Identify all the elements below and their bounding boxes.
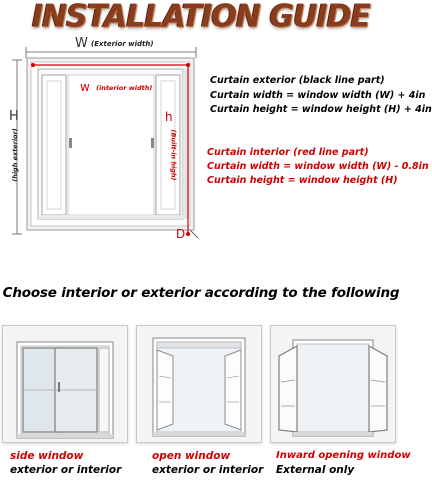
open-window-name: open window: [152, 450, 231, 462]
inward-window-card: [270, 325, 396, 443]
choose-instructions: Choose interior or exterior according to the following: [2, 285, 400, 301]
side-window-option: exterior or interior: [10, 464, 122, 476]
page-title: INSTALLATION GUIDE: [31, 0, 371, 35]
inward-window-illustration: [271, 326, 395, 442]
window-measurement-diagram: [0, 34, 402, 254]
exterior-width-letter: W: [75, 36, 88, 51]
interior-width-letter: w: [80, 80, 90, 94]
interior-width-label: (interior width): [96, 84, 153, 92]
exterior-heading: Curtain exterior (black line part): [210, 75, 385, 86]
side-window-illustration: [3, 326, 127, 442]
interior-height-letter: h: [165, 110, 173, 124]
side-window-name: side window: [10, 450, 84, 462]
exterior-width-rule: Curtain width = window width (W) + 4in: [210, 90, 426, 101]
side-window-card: [2, 325, 128, 443]
exterior-height-letter: H: [9, 109, 19, 124]
inward-window-option: External only: [276, 464, 355, 476]
depth-letter: D: [176, 227, 186, 241]
interior-height-label: (Built-in high): [169, 129, 178, 181]
interior-height-rule: Curtain height = window height (H): [207, 175, 398, 186]
interior-heading: Curtain interior (red line part): [207, 147, 369, 158]
exterior-height-label: (high exterior): [10, 128, 19, 182]
exterior-height-rule: Curtain height = window height (H) + 4in: [210, 104, 432, 115]
open-window-option: exterior or interior: [152, 464, 264, 476]
open-window-card: [136, 325, 262, 443]
interior-width-rule: Curtain width = window width (W) - 0.8in: [207, 161, 429, 172]
inward-window-name: Inward opening window: [276, 450, 411, 461]
open-window-illustration: [137, 326, 261, 442]
exterior-width-label: (Exterior width): [91, 40, 154, 48]
